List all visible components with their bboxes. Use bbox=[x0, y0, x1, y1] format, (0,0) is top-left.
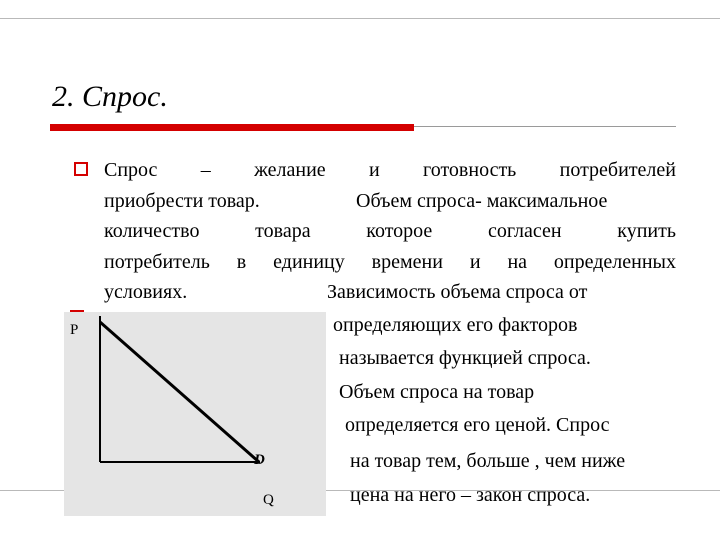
paragraph-line: Зависимость объема спроса от bbox=[327, 281, 588, 303]
paragraph-line: называется функцией спроса. bbox=[339, 347, 591, 369]
paragraph-line: определяющих его факторов bbox=[333, 314, 578, 336]
paragraph-line: количество товара которое согласен купить bbox=[104, 220, 676, 242]
paragraph-line: на товар тем, больше , чем ниже bbox=[350, 450, 626, 472]
bullet-square-icon bbox=[74, 162, 88, 176]
x-axis-label: Q bbox=[263, 492, 274, 508]
y-axis-label: P bbox=[70, 322, 79, 338]
paragraph-line: цена на него – закон спроса. bbox=[350, 484, 591, 506]
paragraph-line: потребитель в единицу времени и на определенных bbox=[104, 251, 676, 273]
paragraph-line: Спрос – желание и готовность потребителей bbox=[104, 159, 676, 181]
demand-curve bbox=[100, 322, 259, 462]
title-rule bbox=[414, 126, 676, 127]
paragraph-line: определяется его ценой. Спрос bbox=[345, 414, 610, 436]
paragraph-line: Объем спроса на товар bbox=[339, 381, 535, 403]
paragraph-fragment: Объем спроса- максимальное bbox=[356, 190, 608, 212]
paragraph-fragment: приобрести товар. bbox=[104, 190, 260, 212]
demand-chart bbox=[64, 312, 326, 516]
title-accent-bar bbox=[50, 124, 414, 131]
demand-curve-label: D bbox=[254, 452, 265, 468]
demand-chart-svg bbox=[64, 312, 326, 516]
paragraph-line: условиях. bbox=[104, 281, 188, 303]
slide-title: 2. Спрос. bbox=[52, 80, 168, 113]
frame-top-line bbox=[0, 18, 720, 19]
